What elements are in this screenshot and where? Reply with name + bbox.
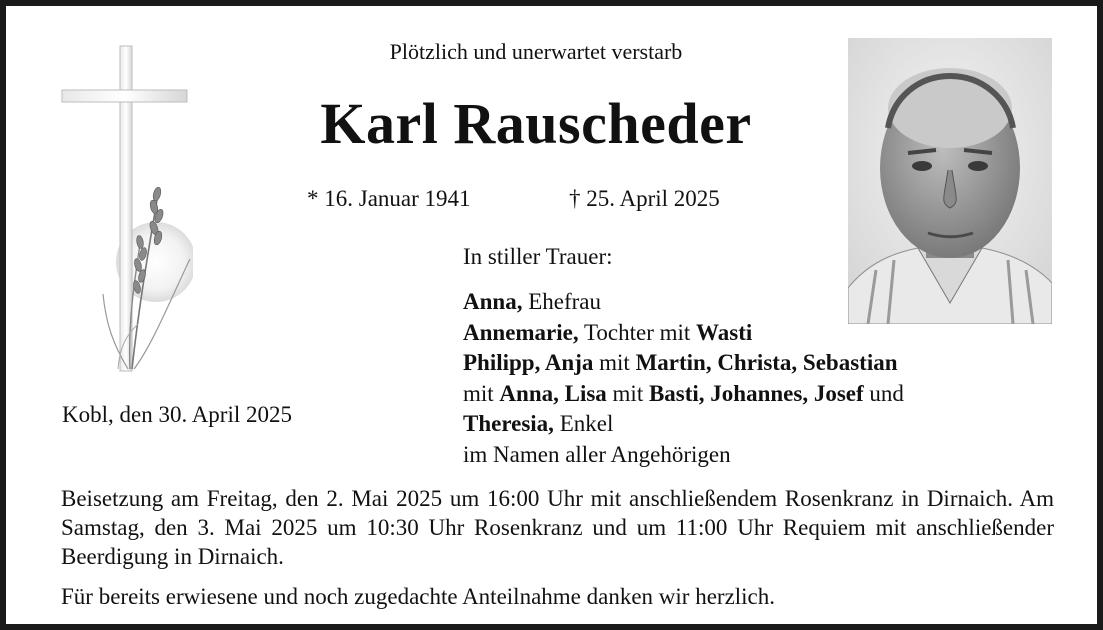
family-name: Anna, <box>463 289 523 314</box>
family-relation: Ehefrau <box>522 289 601 314</box>
family-list <box>463 287 904 470</box>
mourning-label: In stiller Trauer: <box>463 244 613 269</box>
family-relation: und <box>863 380 904 406</box>
family-name: Anna, Lisa <box>499 380 607 406</box>
family-relation: mit <box>463 380 500 406</box>
family-line <box>463 379 904 410</box>
family-relation: Enkel <box>553 411 614 436</box>
family-line <box>463 409 904 440</box>
family-name: Annemarie, <box>463 319 579 345</box>
family-name: Wasti <box>696 319 753 345</box>
portrait-image <box>848 38 1052 324</box>
thanks-text: Für bereits erwiesene und noch zugedachte Anteilnahme danken wir herzlich. <box>61 584 776 609</box>
family-name: Martin, Christa, Sebastian <box>635 350 898 375</box>
family-line <box>463 287 904 318</box>
family-relation: Tochter mit <box>578 319 697 345</box>
portrait-photo <box>848 38 1052 324</box>
family-name: Philipp, Anja <box>463 350 594 375</box>
place-and-date: Kobl, den 30. April 2025 <box>62 402 292 427</box>
death-date: † 25. April 2025 <box>569 186 720 211</box>
intro-text: Plötzlich und unerwartet verstarb <box>389 39 683 64</box>
family-line <box>463 318 904 349</box>
birth-date: * 16. Januar 1941 <box>307 186 471 211</box>
family-name: Basti, Johannes, Josef <box>648 380 864 406</box>
family-relation: mit <box>606 380 649 406</box>
family-line: im Namen aller Angehörigen <box>463 441 731 467</box>
family-name: Theresia, <box>463 411 554 436</box>
family-line <box>463 348 904 379</box>
family-relation: mit <box>593 350 636 375</box>
funeral-details: Beisetzung am Freitag, den 2. Mai 2025 um 16:00 Uhr mit anschließendem Rosenkranz in Dirnaich. Am Samstag, den 3. Mai 2025 um 10:30 Uhr Rosenkranz und um 11:00 Uhr Requiem mit anschließender Beerdigung in Dirnaich. <box>61 486 1054 569</box>
deceased-name: Karl Rauscheder <box>320 91 752 156</box>
